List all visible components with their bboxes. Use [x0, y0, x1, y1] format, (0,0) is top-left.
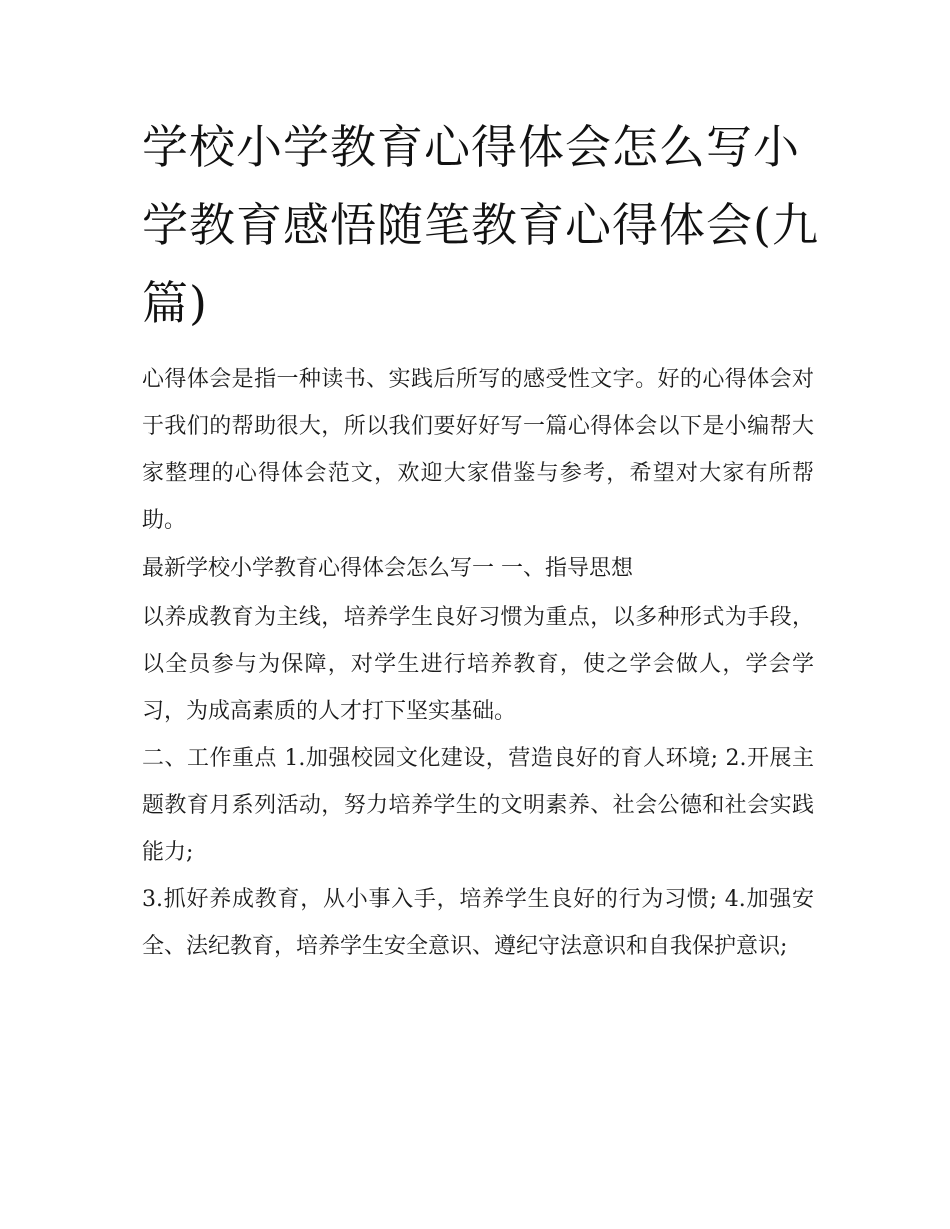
- document-title: 学校小学教育心得体会怎么写小学教育感悟随笔教育心得体会(九篇): [142, 120, 819, 330]
- section-heading-guiding-thought: 最新学校小学教育心得体会怎么写一 一、指导思想: [142, 556, 633, 581]
- work-focus-paragraph: 二、工作重点 1.加强校园文化建设，营造良好的育人环境; 2.开展主题教育月系列活动，努力培养学生的文明素养、社会公德和社会实践能力;: [142, 746, 814, 865]
- document-body: [142, 356, 814, 970]
- guiding-thought-paragraph: 以养成教育为主线，培养学生良好习惯为重点，以多种形式为手段，以全员参与为保障，对学生进行培养教育，使之学会做人，学会学习，为成高素质的人才打下坚实基础。: [142, 605, 814, 724]
- work-focus-continued-paragraph: 3.抓好养成教育，从小事入手，培养学生良好的行为习惯; 4.加强安全、法纪教育，培养学生安全意识、遵纪守法意识和自我保护意识;: [142, 887, 814, 959]
- intro-paragraph: 心得体会是指一种读书、实践后所写的感受性文字。好的心得体会对于我们的帮助很大，所以我们要好好写一篇心得体会以下是小编帮大家整理的心得体会范文，欢迎大家借鉴与参考，希望对大家有所帮助。: [142, 367, 814, 533]
